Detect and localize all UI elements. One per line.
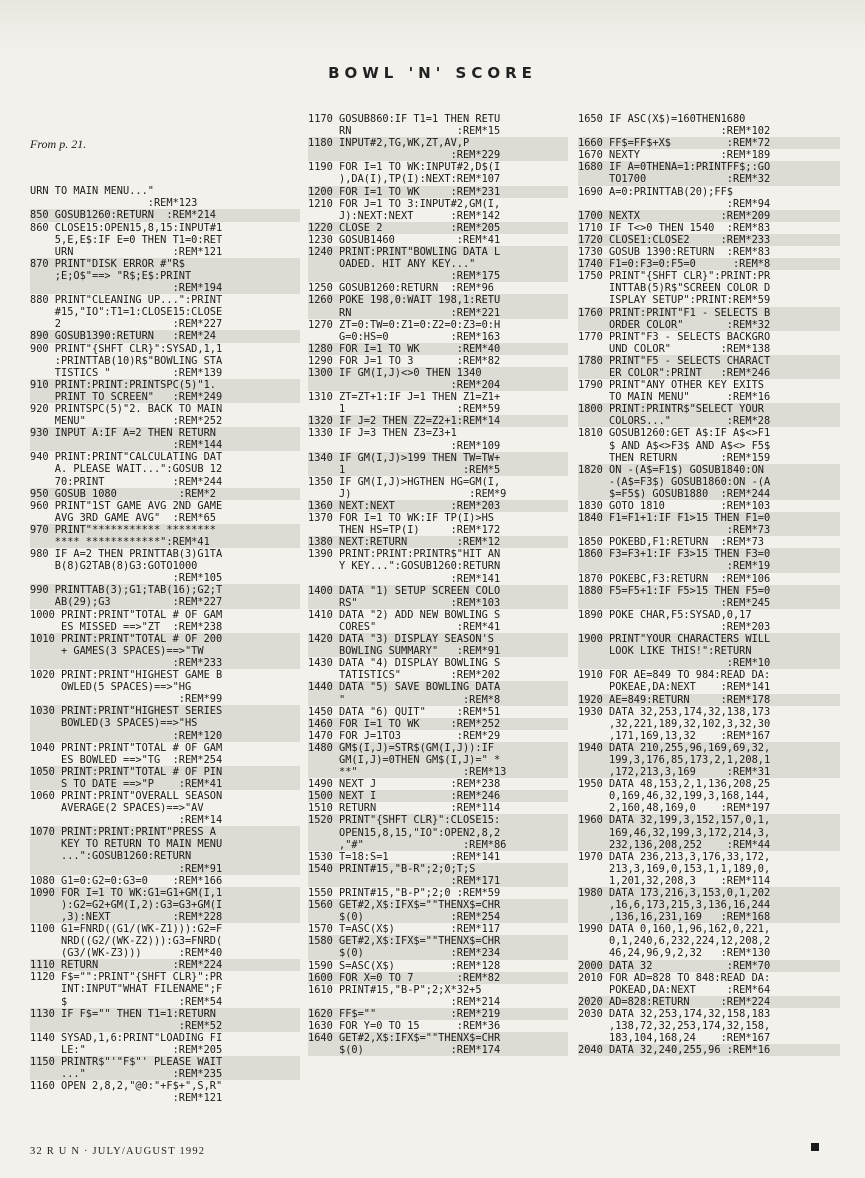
page-footer: 32 R U N · JULY/AUGUST 1992 <box>30 1146 206 1157</box>
code-line: 1910 FOR AE=849 TO 984:READ DA: POKEAE,DA:NEXT :REM*141 <box>578 669 771 694</box>
code-line: 1730 GOSUB 1390:RETURN :REM*83 <box>578 246 771 259</box>
code-line: 920 PRINTSPC(5)"2. BACK TO MAIN MENU" :REM*252 <box>30 402 223 428</box>
code-line: 1970 DATA 236,213,3,176,33,172, 213,3,169,0,153,1,1,189,0, 1,201,32,208,3 :REM*114 <box>578 850 771 887</box>
code-line: 1310 ZT=ZT+1:IF J=1 THEN Z1=Z1+ 1 :REM*59 <box>308 391 501 416</box>
code-line: 1030 PRINT:PRINT"HIGHEST SERIES BOWLED(3 SPACES)==>"HS :REM*120 <box>30 705 300 741</box>
code-line: 1110 RETURN :REM*224 <box>30 959 300 971</box>
code-line: 1710 IF T<>0 THEN 1540 :REM*83 <box>578 221 771 234</box>
code-line: 1670 NEXTY :REM*189 <box>578 149 771 162</box>
code-line: 1090 FOR I=1 TO WK:G1=G1+GM(I,1 ):G2=G2+GM(I,2):G3=G3+GM(I ,3):NEXT :REM*228 <box>30 887 300 923</box>
code-line: 1480 GM$(I,J)=STR$(GM(I,J)):IF GM(I,J)=0THEN GM$(I,J)=" * **" :REM*13 <box>308 742 568 778</box>
code-line: 1080 G1=0:G2=0:G3=0 :REM*166 <box>30 874 223 887</box>
continued-from-note: From p. 21. <box>30 137 87 152</box>
code-line: 1100 G1=FNRD((G1/(WK-Z1))):G2=F NRD((G2/(WK-Z2))):G3=FNRD( (G3/(WK-Z3))) :REM*40 <box>30 923 223 960</box>
code-line: 1760 PRINT:PRINT"F1 - SELECTS B ORDER COLOR" :REM*32 <box>578 307 840 331</box>
page-title: BOWL 'N' SCORE <box>328 64 537 82</box>
code-line: 1990 DATA 0,160,1,96,162,0,221, 0,1,240,6,232,224,12,208,2 46,24,96,9,2,32 :REM*130 <box>578 923 771 960</box>
listing-column-2 <box>308 113 568 1056</box>
code-line: 1460 FOR I=1 TO WK :REM*252 <box>308 718 568 730</box>
code-line: 1170 GOSUB860:IF T1=1 THEN RETU RN :REM*15 <box>308 113 501 138</box>
code-line: 1880 F5=F5+1:IF F5>15 THEN F5=0 :REM*245 <box>578 585 840 609</box>
code-line: 1050 PRINT:PRINT"TOTAL # OF PIN S TO DATE ==>"P :REM*41 <box>30 766 300 790</box>
code-line: 1890 POKE CHAR,F5:SYSAD,0,17 :REM*203 <box>578 608 771 633</box>
code-line: 1070 PRINT:PRINT:PRINT"PRESS A KEY TO RETURN TO MAIN MENU ...":GOSUB1260:RETURN :REM*91 <box>30 826 300 874</box>
code-line: 1940 DATA 210,255,96,169,69,32, 199,3,176,85,173,2,1,208,1 ,172,213,3,169 :REM*31 <box>578 742 840 778</box>
code-line: 1980 DATA 173,216,3,153,0,1,202 ,16,6,173,215,3,136,16,244 ,136,16,231,169 :REM*168 <box>578 887 840 923</box>
code-line: 1280 FOR I=1 TO WK :REM*40 <box>308 343 568 355</box>
code-line: 1040 PRINT:PRINT"TOTAL # OF GAM ES BOWLED ==>"TG :REM*254 <box>30 741 223 766</box>
code-line: 850 GOSUB1260:RETURN :REM*214 <box>30 209 300 221</box>
code-line: 1860 F3=F3+1:IF F3>15 THEN F3=0 :REM*19 <box>578 548 840 572</box>
code-line: 1060 PRINT:PRINT"OVERALL SEASON AVERAGE(2 SPACES)==>"AV :REM*14 <box>30 789 223 827</box>
code-line: 950 GOSUB 1080 :REM*2 <box>30 488 300 500</box>
code-line: 2030 DATA 32,253,174,32,158,183 ,138,72,32,253,174,32,158, 183,104,168,24 :REM*167 <box>578 1007 771 1045</box>
code-line: 1510 RETURN :REM*114 <box>308 802 501 815</box>
code-line: 1900 PRINT"YOUR CHARACTERS WILL LOOK LIKE THIS!":RETURN :REM*10 <box>578 633 840 669</box>
code-line: 1840 F1=F1+1:IF F1>15 THEN F1=0 :REM*73 <box>578 512 840 536</box>
code-line: 1140 SYSAD,1,6:PRINT"LOADING FI LE:" :REM*205 <box>30 1031 223 1056</box>
code-line: 1690 A=0:PRINTTAB(20);FF$ :REM*94 <box>578 185 771 210</box>
code-line: 1270 ZT=0:TW=0:Z1=0:Z2=0:Z3=0:H G=0:HS=0 :REM*163 <box>308 318 501 343</box>
code-line: 910 PRINT:PRINT:PRINTSPC(5)"1. PRINT TO SCREEN" :REM*249 <box>30 379 300 403</box>
code-line: 1260 POKE 198,0:WAIT 198,1:RETU RN :REM*221 <box>308 294 568 318</box>
code-line: 960 PRINT"1ST GAME AVG 2ND GAME AVG 3RD GAME AVG" :REM*65 <box>30 499 223 524</box>
code-line: 1400 DATA "1) SETUP SCREEN COLO RS" :REM*103 <box>308 585 568 609</box>
code-line: 2010 FOR AD=828 TO 848:READ DA: POKEAD,DA:NEXT :REM*64 <box>578 971 771 996</box>
code-line: 1180 INPUT#2,TG,WK,ZT,AV,P :REM*229 <box>308 137 568 161</box>
listing-column-3 <box>578 113 840 1056</box>
code-line: 1450 DATA "6) QUIT" :REM*51 <box>308 705 501 718</box>
code-line: 1770 PRINT"F3 - SELECTS BACKGRO UND COLOR" :REM*138 <box>578 330 771 355</box>
code-line: 1420 DATA "3) DISPLAY SEASON'S BOWLING SUMMARY" :REM*91 <box>308 633 568 657</box>
code-line: 1290 FOR J=1 TO 3 :REM*82 <box>308 354 501 367</box>
code-line: 1120 F$="":PRINT"{SHFT CLR}":PR INT:INPUT"WHAT FILENAME";F $ :REM*54 <box>30 971 223 1008</box>
code-line: 1500 NEXT I :REM*246 <box>308 790 568 802</box>
top-band <box>0 0 865 48</box>
code-line: 2000 DATA 32 :REM*70 <box>578 960 840 972</box>
code-line: 1520 PRINT"{SHFT CLR}":CLOSE15: OPEN15,8,15,"IO":OPEN2,8,2 ,"#" :REM*86 <box>308 814 568 850</box>
code-line: 1830 GOTO 1810 :REM*103 <box>578 500 771 512</box>
code-line: 1870 POKEBC,F3:RETURN :REM*106 <box>578 572 771 585</box>
code-line: 2040 DATA 32,240,255,96 :REM*16 <box>578 1044 840 1056</box>
code-line: 1720 CLOSE1:CLOSE2 :REM*233 <box>578 234 840 246</box>
code-line: 1920 AE=849:RETURN :REM*178 <box>578 694 840 706</box>
code-line: 1620 FF$="" :REM*219 <box>308 1008 568 1020</box>
code-line: 1750 PRINT"{SHFT CLR}":PRINT:PR INTTAB(5)R$"SCREEN COLOR D ISPLAY SETUP":PRINT:REM*59 <box>578 270 771 307</box>
code-line: 1660 FF$=FF$+X$ :REM*72 <box>578 137 840 149</box>
code-line: 1250 GOSUB1260:RETURN :REM*96 <box>308 282 494 295</box>
code-line: 1630 FOR Y=0 TO 15 :REM*36 <box>308 1020 501 1033</box>
code-line: 1600 FOR X=0 TO 7 :REM*82 <box>308 972 568 984</box>
code-line: 1820 ON -(A$=F1$) GOSUB1840:ON -(A$=F3$) GOSUB1860:ON -(A $=F5$) GOSUB1880 :REM*244 <box>578 464 840 500</box>
code-line: 1530 T=18:S=1 :REM*141 <box>308 850 501 863</box>
code-line: 1350 IF GM(I,J)>HGTHEN HG=GM(I, J) :REM*9 <box>308 475 507 500</box>
code-line: 1360 NEXT:NEXT :REM*203 <box>308 500 568 512</box>
code-line: 890 GOSUB1390:RETURN :REM*24 <box>30 330 300 342</box>
code-line: 1610 PRINT#15,"B-P";2;X*32+5 :REM*214 <box>308 983 501 1008</box>
code-line: 1590 S=ASC(X$) :REM*128 <box>308 959 501 972</box>
code-line: 860 CLOSE15:OPEN15,8,15:INPUT#1 5,E,E$:IF E=0 THEN T1=0:RET URN :REM*121 <box>30 221 223 258</box>
code-line: 1210 FOR J=1 TO 3:INPUT#2,GM(I, J):NEXT:NEXT :REM*142 <box>308 197 501 222</box>
code-line: 1300 IF GM(I,J)<>0 THEN 1340 :REM*204 <box>308 367 568 391</box>
code-line: 1130 IF F$="" THEN T1=1:RETURN :REM*52 <box>30 1008 300 1032</box>
code-line: 1930 DATA 32,253,174,32,138,173 ,32,221,189,32,102,3,32,30 ,171,169,13,32 :REM*167 <box>578 705 771 742</box>
code-line: 1490 NEXT J :REM*238 <box>308 778 501 791</box>
code-line: 1430 DATA "4) DISPLAY BOWLING S TATISTICS" :REM*202 <box>308 657 501 682</box>
listing-column-1 <box>30 113 300 1104</box>
code-line: 1680 IF A=0THENA=1:PRINTFF$;:GO TO1700 :REM*32 <box>578 161 840 185</box>
code-line: 1960 DATA 32,199,3,152,157,0,1, 169,46,32,199,3,172,214,3, 232,136,208,252 :REM*44 <box>578 814 840 850</box>
code-line: 970 PRINT"*********** ******** **** ************":REM*41 <box>30 524 300 548</box>
code-line: 1190 FOR I=1 TO WK:INPUT#2,D$(I ),DA(I),TP(I):NEXT:REM*107 <box>308 161 501 186</box>
code-line: 1550 PRINT#15,"B-P";2;0 :REM*59 <box>308 887 501 899</box>
code-line: 1780 PRINT"F5 - SELECTS CHARACT ER COLOR":PRINT :REM*246 <box>578 355 840 379</box>
code-line: 1220 CLOSE 2 :REM*205 <box>308 222 568 234</box>
code-line: 1440 DATA "5) SAVE BOWLING DATA " :REM*8 <box>308 681 568 705</box>
code-line: 1010 PRINT:PRINT"TOTAL # OF 200 + GAMES(3 SPACES)==>"TW :REM*233 <box>30 633 300 669</box>
code-line: 1020 PRINT:PRINT"HIGHEST GAME B OWLED(5 SPACES)==>"HG :REM*99 <box>30 669 223 706</box>
code-line: 880 PRINT"CLEANING UP...":PRINT #15,"IO":T1=1:CLOSE15:CLOSE 2 :REM*227 <box>30 294 223 331</box>
code-line: 940 PRINT:PRINT"CALCULATING DAT A. PLEASE WAIT...":GOSUB 12 70:PRINT :REM*244 <box>30 451 223 488</box>
code-line: 1740 F1=0:F3=0:F5=0 :REM*8 <box>578 258 840 270</box>
end-of-listing-marker <box>811 1143 819 1151</box>
code-line: 900 PRINT"{SHFT CLR}":SYSAD,1,1 :PRINTTAB(10)R$"BOWLING STA TISTICS " :REM*139 <box>30 342 223 379</box>
code-line: 980 IF A=2 THEN PRINTTAB(3)G1TA B(8)G2TAB(8)G3:GOTO1000 :REM*105 <box>30 548 223 585</box>
code-line: 1790 PRINT"ANY OTHER KEY EXITS TO MAIN MENU" :REM*16 <box>578 379 771 404</box>
code-line: 1150 PRINTR$"'"F$"' PLEASE WAIT ..." :REM*235 <box>30 1056 300 1080</box>
code-line: 1640 GET#2,X$:IFX$=""THENX$=CHR $(0) :REM*174 <box>308 1032 568 1056</box>
code-line: 1410 DATA "2) ADD NEW BOWLING S CORES" :REM*41 <box>308 608 501 633</box>
code-line: 1230 GOSUB1460 :REM*41 <box>308 233 501 246</box>
code-line: 1560 GET#2,X$:IFX$=""THENX$=CHR $(0) :REM*254 <box>308 899 568 923</box>
code-line: 1850 POKEBD,F1:RETURN :REM*73 <box>578 536 764 549</box>
code-line: 1380 NEXT:RETURN :REM*12 <box>308 536 568 548</box>
code-line: 1470 FOR J=1TO3 :REM*29 <box>308 729 501 742</box>
code-line: 1160 OPEN 2,8,2,"@0:"+F$+",S,R" :REM*121 <box>30 1080 223 1105</box>
code-line: 1340 IF GM(I,J)>199 THEN TW=TW+ 1 :REM*5 <box>308 452 568 476</box>
code-line: 1650 IF ASC(X$)=160THEN1680 :REM*102 <box>578 113 771 138</box>
code-line: 990 PRINTTAB(3);G1;TAB(16);G2;T AB(29);G3 :REM*227 <box>30 584 300 608</box>
code-line: 930 INPUT A:IF A=2 THEN RETURN :REM*144 <box>30 427 300 451</box>
code-line: 1390 PRINT:PRINT:PRINTR$"HIT AN Y KEY...":GOSUB1260:RETURN :REM*141 <box>308 548 501 585</box>
code-line: 1580 GET#2,X$:IFX$=""THENX$=CHR $(0) :REM*234 <box>308 935 568 959</box>
code-line: 1320 IF J=2 THEN Z2=Z2+1:REM*14 <box>308 415 568 427</box>
code-line: 1700 NEXTX :REM*209 <box>578 210 840 222</box>
code-line: 1370 FOR I=1 TO WK:IF TP(I)>HS THEN HS=TP(I) :REM*172 <box>308 512 501 537</box>
code-line: 1000 PRINT:PRINT"TOTAL # OF GAM ES MISSED ==>"ZT :REM*238 <box>30 608 223 633</box>
code-line: 1240 PRINT:PRINT"BOWLING DATA L OADED. HIT ANY KEY..." :REM*175 <box>308 246 568 282</box>
code-line: 1330 IF J=3 THEN Z3=Z3+1 :REM*109 <box>308 427 501 452</box>
code-line: 1800 PRINT:PRINTR$"SELECT YOUR COLORS..." :REM*28 <box>578 403 840 427</box>
code-line: 1950 DATA 48,153,2,1,136,208,25 0,169,46,32,199,3,168,144, 2,160,48,169,0 :REM*197 <box>578 778 771 815</box>
code-line: URN TO MAIN MENU..." :REM*123 <box>30 185 198 210</box>
code-line: 1570 T=ASC(X$) :REM*117 <box>308 923 501 936</box>
code-line: 1810 GOSUB1260:GET A$:IF A$<>F1 $ AND A$<>F3$ AND A$<> F5$ THEN RETURN :REM*159 <box>578 427 771 464</box>
code-line: 870 PRINT"DISK ERROR #"R$ ;E;O$"==> "R$;E$:PRINT :REM*194 <box>30 258 300 294</box>
code-line: 1540 PRINT#15,"B-R";2;0;T;S :REM*171 <box>308 863 568 887</box>
code-line: 2020 AD=828:RETURN :REM*224 <box>578 996 840 1008</box>
code-line: 1200 FOR I=1 TO WK :REM*231 <box>308 186 568 198</box>
